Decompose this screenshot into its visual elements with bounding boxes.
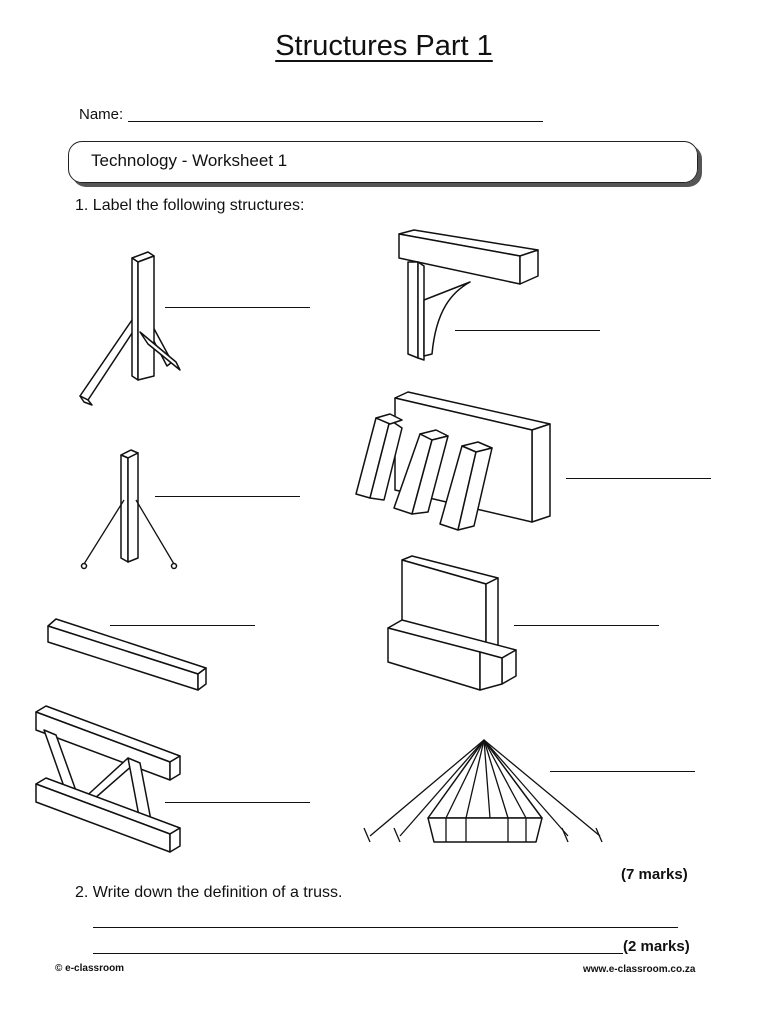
- structure-buttressed-wall: [356, 392, 550, 530]
- name-label: Name:: [79, 106, 124, 123]
- structure-guyed-pole: [82, 450, 177, 569]
- answer-line-retaining-wall[interactable]: [514, 625, 659, 626]
- banner-text: Technology - Worksheet 1: [91, 151, 288, 170]
- question-1-number: 1.: [75, 197, 89, 214]
- footer-website[interactable]: www.e-classroom.co.za: [583, 964, 696, 975]
- page-title: Structures Part 1: [275, 30, 493, 62]
- answer-line-tent[interactable]: [550, 771, 695, 772]
- answer-line-tripod-column[interactable]: [165, 307, 310, 308]
- structure-cantilever-bracket: [399, 230, 538, 360]
- structure-tent: [364, 740, 602, 842]
- structure-retaining-wall: [388, 556, 516, 690]
- answer-line-truss-definition-2[interactable]: [93, 953, 623, 954]
- answer-line-truss[interactable]: [165, 802, 310, 803]
- answer-line-truss-definition-1[interactable]: [93, 927, 678, 928]
- question-2-text: Write down the definition of a truss.: [92, 884, 343, 901]
- question-1-marks: (7 marks): [621, 866, 688, 883]
- structure-truss: [36, 706, 180, 852]
- answer-line-cantilever-bracket[interactable]: [455, 330, 600, 331]
- structure-tripod-column: [80, 252, 180, 405]
- question-2-number: 2.: [75, 884, 89, 901]
- footer-copyright: © e-classroom: [55, 963, 125, 974]
- answer-line-buttressed-wall[interactable]: [566, 478, 711, 479]
- answer-line-beam[interactable]: [110, 625, 255, 626]
- question-2-marks: (2 marks): [623, 938, 690, 955]
- structure-beam: [48, 619, 206, 690]
- question-2: [75, 884, 342, 902]
- answer-line-guyed-pole[interactable]: [155, 496, 300, 497]
- question-1-text: Label the following structures:: [92, 197, 305, 214]
